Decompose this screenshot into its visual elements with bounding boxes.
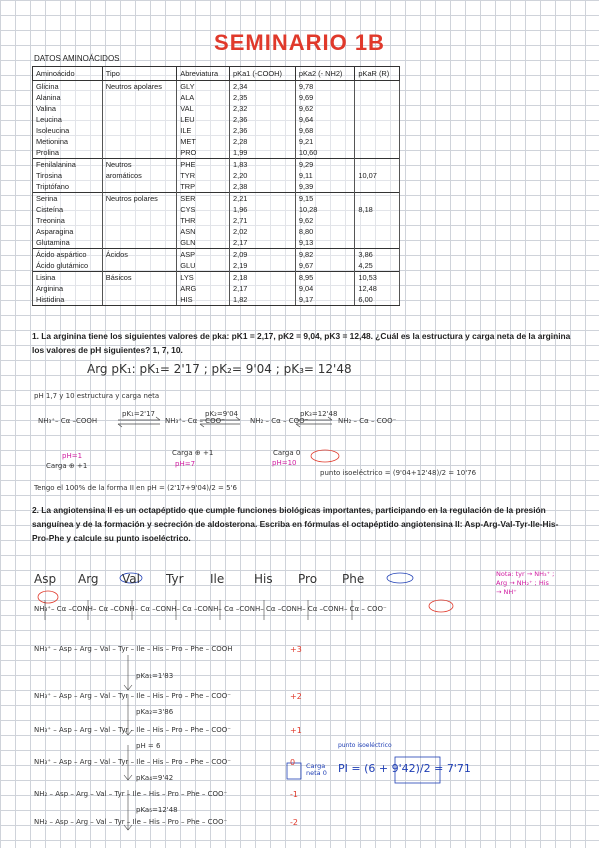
table-cell: 9,78 bbox=[295, 81, 355, 93]
table-cell: 9,39 bbox=[295, 181, 355, 193]
table-cell: PRO bbox=[177, 147, 230, 159]
table-cell: 9,67 bbox=[295, 260, 355, 272]
table-cell: GLU bbox=[177, 260, 230, 272]
table-cell: 2,32 bbox=[230, 103, 296, 114]
table-cell: 2,28 bbox=[230, 136, 296, 147]
table-cell: 9,82 bbox=[295, 249, 355, 261]
charge-label: -1 bbox=[290, 790, 298, 799]
table-cell: Tirosina bbox=[33, 170, 103, 181]
table-cell: 10,60 bbox=[295, 147, 355, 159]
table-cell: Triptófano bbox=[33, 181, 103, 193]
table-cell: 1,99 bbox=[230, 147, 296, 159]
table-cell: ALA bbox=[177, 92, 230, 103]
pka-label: pKa₂=3'86 bbox=[136, 708, 174, 716]
table-cell: CYS bbox=[177, 204, 230, 215]
table-cell: HIS bbox=[177, 294, 230, 306]
table-cell: 9,17 bbox=[295, 294, 355, 306]
note-carga-ph1: Carga ⊕ +1 bbox=[46, 462, 88, 470]
table-cell: 10,28 bbox=[295, 204, 355, 215]
table-cell: 2,38 bbox=[230, 181, 296, 193]
chain-residue: His bbox=[254, 572, 273, 586]
table-cell: 8,18 bbox=[355, 204, 400, 215]
note-tengo: Tengo el 100% de la forma II en pH = (2'17+9'04)/2 = 5'6 bbox=[34, 484, 237, 492]
table-cell: 8,80 bbox=[295, 226, 355, 237]
table-cell: THR bbox=[177, 215, 230, 226]
table-cell: Ácido glutámico bbox=[33, 260, 103, 272]
table-cell: 9,62 bbox=[295, 103, 355, 114]
table-cell: Metionina bbox=[33, 136, 103, 147]
species-row: NH₃⁺ – Asp – Arg – Val – Tyr – Ile – His – Pro – Phe – COO⁻ bbox=[34, 758, 231, 766]
pka-label: pKa₄=9'42 bbox=[136, 774, 174, 782]
column-header: Tipo bbox=[102, 67, 177, 81]
table-cell: 9,11 bbox=[295, 170, 355, 181]
table-cell: Glicina bbox=[33, 81, 103, 93]
table-cell: Asparagina bbox=[33, 226, 103, 237]
column-header: pKa1 (-COOH) bbox=[230, 67, 296, 81]
pka-label: pKa₅=12'48 bbox=[136, 806, 178, 814]
table-cell: 2,36 bbox=[230, 114, 296, 125]
table-cell: 2,21 bbox=[230, 193, 296, 205]
table-cell: aromáticos bbox=[102, 170, 177, 181]
pka-label: pKa₁=1'83 bbox=[136, 672, 174, 680]
species-row: NH₃⁺ – Asp – Arg – Val – Tyr – Ile – His – Pro – Phe – COO⁻ bbox=[34, 726, 231, 734]
chain-residue: Asp bbox=[34, 572, 57, 586]
table-cell: 2,34 bbox=[230, 81, 296, 93]
table-cell: 9,68 bbox=[295, 125, 355, 136]
table-cell: Isoleucina bbox=[33, 125, 103, 136]
charge-label: 0 bbox=[290, 758, 296, 767]
table-cell: 6,00 bbox=[355, 294, 400, 306]
table-cell: Valina bbox=[33, 103, 103, 114]
table-cell: Cisteína bbox=[33, 204, 103, 215]
table-cell: ASP bbox=[177, 249, 230, 261]
table-cell: Leucina bbox=[33, 114, 103, 125]
table-cell: VAL bbox=[177, 103, 230, 114]
table-cell: Alanina bbox=[33, 92, 103, 103]
table-cell: Neutros apolares bbox=[102, 81, 177, 93]
note-carga-ph10: Carga 0 bbox=[273, 449, 301, 457]
note-pi-label: punto isoeléctrico bbox=[338, 742, 392, 749]
note-pi-value: PI = (6 + 9'42)/2 = 7'71 bbox=[338, 762, 471, 775]
table-cell: 9,29 bbox=[295, 159, 355, 171]
chain-residue: Arg bbox=[78, 572, 99, 586]
table-label: DATOS AMINOÁCIDOS bbox=[34, 54, 120, 63]
charge-label: +1 bbox=[290, 726, 302, 735]
chain-residue: Ile bbox=[210, 572, 225, 586]
table-cell: MET bbox=[177, 136, 230, 147]
charge-label: +3 bbox=[290, 645, 302, 654]
table-cell: SER bbox=[177, 193, 230, 205]
table-cell: 10,07 bbox=[355, 170, 400, 181]
table-cell: 2,20 bbox=[230, 170, 296, 181]
table-cell: Serina bbox=[33, 193, 103, 205]
species-row: NH₃⁺ – Asp – Arg – Val – Tyr – Ile – His – Pro – Phe – COO⁻ bbox=[34, 692, 231, 700]
table-cell: Fenilalanina bbox=[33, 159, 103, 171]
table-cell: 10,53 bbox=[355, 272, 400, 284]
chain-residue: Phe bbox=[342, 572, 365, 586]
table-cell: 2,18 bbox=[230, 272, 296, 284]
table-cell: Glutamina bbox=[33, 237, 103, 249]
table-cell: ASN bbox=[177, 226, 230, 237]
question-2: 2. La angiotensina II es un octapéptido que cumple funciones biológicas importantes, participando en la regulación de la presión sanguínea y de la formación y secreción de aldosterona. Escriba en fórmulas el octapéptido angiotensina II: Asp-Arg-Val-Tyr-Ile-His-Pro-Phe y calcule su punto isoeléctrico. bbox=[32, 505, 559, 543]
question-1: 1. La arginina tiene los siguientes valores de pka: pK1 = 2,17, pK2 = 9,04, pK3 = 12,48. ¿Cuál es la estructura y carga neta de la arginina los valores de pH siguientes? 1, 7, 10. bbox=[32, 331, 571, 355]
species-1: NH₃⁺– Cα –COOH bbox=[38, 417, 98, 425]
table-cell: ILE bbox=[177, 125, 230, 136]
charge-label: -2 bbox=[290, 818, 298, 827]
table-cell: TRP bbox=[177, 181, 230, 193]
note-punto-isoelectrico: punto isoeléctrico = (9'04+12'48)/2 = 10'76 bbox=[320, 469, 477, 477]
table-cell: PHE bbox=[177, 159, 230, 171]
table-cell: 9,21 bbox=[295, 136, 355, 147]
page-title: SEMINARIO 1B bbox=[214, 30, 385, 55]
table-cell: Treonina bbox=[33, 215, 103, 226]
table-cell: 1,82 bbox=[230, 294, 296, 306]
table-cell: 2,17 bbox=[230, 283, 296, 294]
table-cell: 9,62 bbox=[295, 215, 355, 226]
table-cell: GLN bbox=[177, 237, 230, 249]
column-header: pKa2 (- NH2) bbox=[295, 67, 355, 81]
note-pk1: pK₁=2'17 bbox=[122, 410, 155, 418]
note-pk3: pK₃=12'48 bbox=[300, 410, 338, 418]
column-header: Aminoácido bbox=[33, 67, 103, 81]
table-cell: LYS bbox=[177, 272, 230, 284]
table-cell: LEU bbox=[177, 114, 230, 125]
charge-label: +2 bbox=[290, 692, 302, 701]
table-cell: 2,02 bbox=[230, 226, 296, 237]
pka-label: pH = 6 bbox=[136, 742, 161, 750]
table-cell: GLY bbox=[177, 81, 230, 93]
note-side-chains: Nota: tyr → NH₃⁺ ; Arg → NH₂⁺ ; His → NH⁺ bbox=[496, 570, 555, 596]
chain-residue: Val bbox=[122, 572, 140, 586]
table-cell: 2,09 bbox=[230, 249, 296, 261]
table-cell: ARG bbox=[177, 283, 230, 294]
species-3: NH₂ – Cα – COO⁻ bbox=[250, 417, 309, 425]
table-cell: Ácidos bbox=[102, 249, 177, 261]
table-cell: Ácido aspártico bbox=[33, 249, 103, 261]
table-cell: 2,35 bbox=[230, 92, 296, 103]
table-cell: Histidina bbox=[33, 294, 103, 306]
table-cell: 3,86 bbox=[355, 249, 400, 261]
table-cell: TYR bbox=[177, 170, 230, 181]
table-cell: 1,83 bbox=[230, 159, 296, 171]
table-cell: 9,04 bbox=[295, 283, 355, 294]
table-cell: 4,25 bbox=[355, 260, 400, 272]
column-header: Abreviatura bbox=[177, 67, 230, 81]
table-cell: Neutros bbox=[102, 159, 177, 171]
table-cell: 2,17 bbox=[230, 237, 296, 249]
note-arg-pk: Arg pK₁: pK₁= 2'17 ; pK₂= 9'04 ; pK₃= 12'48 bbox=[87, 362, 352, 376]
table-cell: Arginina bbox=[33, 283, 103, 294]
chain-residue: Tyr bbox=[166, 572, 184, 586]
species-4: NH₂ – Cα – COO⁻ bbox=[338, 417, 397, 425]
note-carga-neta: Carga neta 0 bbox=[306, 762, 327, 777]
table-cell: 1,96 bbox=[230, 204, 296, 215]
species-row: NH₃⁺ – Asp – Arg – Val – Tyr – Ile – His – Pro – Phe – COOH bbox=[34, 645, 233, 653]
chain-residue: Pro bbox=[298, 572, 318, 586]
table-cell: 12,48 bbox=[355, 283, 400, 294]
note-q1-subtitle: pH 1,7 y 10 estructura y carga neta bbox=[34, 392, 160, 400]
table-cell: 9,64 bbox=[295, 114, 355, 125]
species-row: NH₂ – Asp – Arg – Val – Tyr – Ile – His – Pro – Phe – COO⁻ bbox=[34, 818, 228, 826]
note-ph10: pH=10 bbox=[272, 459, 297, 467]
column-header: pKaR (R) bbox=[355, 67, 400, 81]
peptide-backbone: NH₃⁺– Cα –CONH– Cα –CONH– Cα –CONH– Cα –CONH– Cα –CONH– Cα –CONH– Cα –CONH– Cα – COO⁻ bbox=[34, 605, 387, 613]
table-cell: Neutros polares bbox=[102, 193, 177, 205]
table-cell: 9,15 bbox=[295, 193, 355, 205]
table-cell: 9,13 bbox=[295, 237, 355, 249]
table-cell: Prolina bbox=[33, 147, 103, 159]
table-cell: 8,95 bbox=[295, 272, 355, 284]
species-2: NH₃⁺– Cα – COO⁻ bbox=[165, 417, 225, 425]
table-cell: 2,71 bbox=[230, 215, 296, 226]
note-ph1: pH=1 bbox=[62, 452, 83, 460]
note-carga-ph7: Carga ⊕ +1 bbox=[172, 449, 214, 457]
table-cell: 9,69 bbox=[295, 92, 355, 103]
note-ph7: pH=7 bbox=[175, 460, 196, 468]
species-row: NH₂ – Asp – Arg – Val – Tyr – Ile – His – Pro – Phe – COO⁻ bbox=[34, 790, 228, 798]
table-cell: Lisina bbox=[33, 272, 103, 284]
table-cell: 2,19 bbox=[230, 260, 296, 272]
table-cell: 2,36 bbox=[230, 125, 296, 136]
note-pk2: pK₂=9'04 bbox=[205, 410, 238, 418]
table-cell: Básicos bbox=[102, 272, 177, 284]
